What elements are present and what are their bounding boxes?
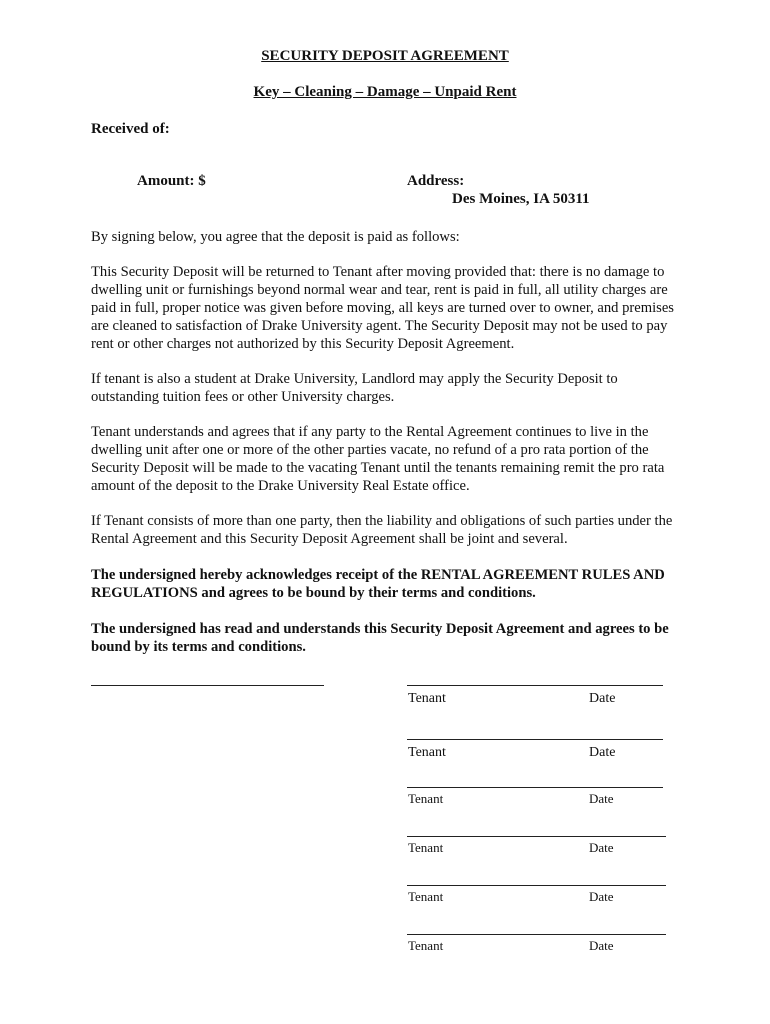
intro-paragraph: By signing below, you agree that the deposit is paid as follows: [91,229,460,245]
date-label: Date [589,791,614,806]
date-label: Date [589,889,614,904]
tenant-signature-line[interactable] [407,934,666,935]
student-paragraph: If tenant is also a student at Drake University, Landlord may apply the Security Deposit to outstanding tuition fees or other University charges. [91,371,618,405]
tenant-signature-line[interactable] [407,739,663,740]
tenant-label: Tenant [408,691,446,706]
tenant-label: Tenant [408,745,446,760]
tenant-signature-line[interactable] [407,885,666,886]
landlord-signature-line[interactable] [91,685,324,686]
tenant-label: Tenant [408,791,444,806]
tenant-signature-line[interactable] [407,685,663,686]
address-value: Des Moines, IA 50311 [452,191,590,207]
document-title: SECURITY DEPOSIT AGREEMENT [261,48,509,64]
tenant-label: Tenant [408,938,444,953]
rules-acknowledgement: The undersigned hereby acknowledges receipt of the RENTAL AGREEMENT RULES AND REGULATIONS and agrees to be bound by their terms and conditions. [91,567,665,601]
tenant-label: Tenant [408,889,444,904]
received-of-label: Received of: [91,121,170,137]
date-label: Date [589,938,614,953]
date-label: Date [589,691,616,706]
agreement-acknowledgement: The undersigned has read and understands this Security Deposit Agreement and agrees to be bound by its terms and conditions. [91,621,669,655]
document-subtitle: Key – Cleaning – Damage – Unpaid Rent [253,84,517,100]
joint-liability-paragraph: If Tenant consists of more than one party, then the liability and obligations of such parties under the Rental Agreement and this Security Deposit Agreement shall be joint and several. [91,513,673,547]
date-label: Date [589,745,616,760]
date-label: Date [589,840,614,855]
tenant-signature-line[interactable] [407,836,666,837]
tenant-signature-line[interactable] [407,787,663,788]
return-conditions-paragraph: This Security Deposit will be returned to Tenant after moving provided that: there is no damage to dwelling unit or furnishings beyond normal wear and tear, rent is paid in full, all utility charges are paid in full, proper notice was given before moving, all keys are turned over to owner, and premises are cleaned to satisfaction of Drake University agent. The Security Deposit may not be used to pay rent or other charges not authorized by this Security Deposit Agreement. [91,264,674,352]
amount-label: Amount: $ [137,173,206,189]
vacating-tenant-paragraph: Tenant understands and agrees that if any party to the Rental Agreement continues to live in the dwelling unit after one or more of the other parties vacate, no refund of a pro rata portion of the Security Deposit will be made to the vacating Tenant until the tenants remaining remit the pro rata amount of the deposit to the Drake University Real Estate office. [91,424,665,494]
tenant-label: Tenant [408,840,444,855]
address-label: Address: [407,173,465,189]
